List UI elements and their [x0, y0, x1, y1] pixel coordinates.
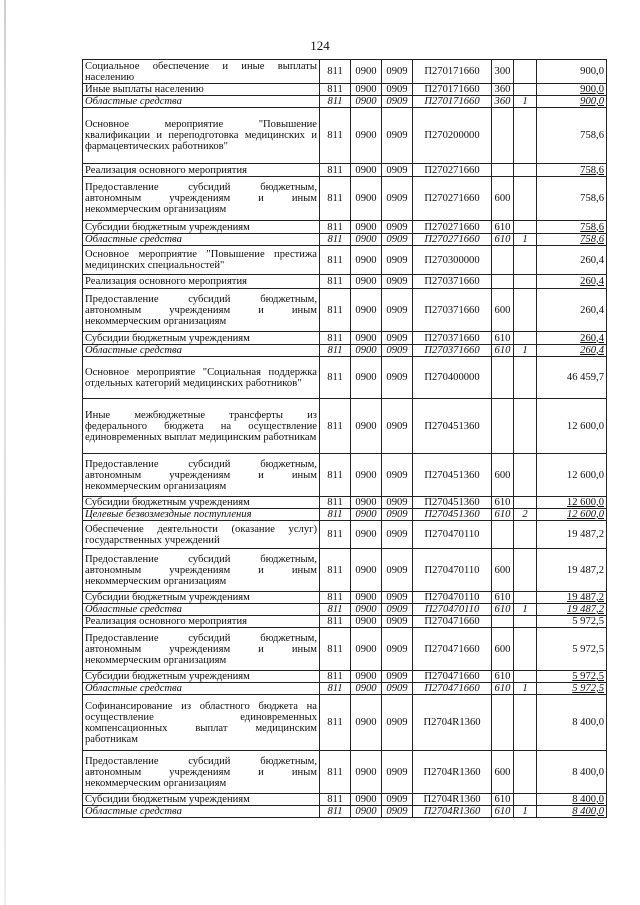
- row-section-cell: 0900: [351, 695, 382, 751]
- row-target-article-cell: П270471660: [413, 671, 492, 683]
- row-sum-cell: 12 600,0: [537, 399, 607, 454]
- row-name-cell: Реализация основного мероприятия: [83, 275, 320, 289]
- row-sum-cell: 5 972,5: [537, 616, 607, 628]
- row-subsection-cell: 0909: [382, 751, 413, 794]
- row-section-cell: 0900: [351, 164, 382, 177]
- table-row: [83, 164, 607, 177]
- row-subsection-cell: 0909: [382, 695, 413, 751]
- row-section-cell: 0900: [351, 683, 382, 695]
- row-sum-cell: 5 972,5: [537, 671, 607, 683]
- row-sum-cell: 5 972,5: [537, 683, 607, 695]
- row-section-cell: 0900: [351, 108, 382, 164]
- row-subsection-cell: 0909: [382, 289, 413, 332]
- row-name-cell: Софинансирование из областного бюджета на осуществление единовременных компенсационных выплат медицинским работникам: [83, 695, 320, 751]
- row-funding-code-cell: [514, 399, 537, 454]
- row-expense-type-cell: 610: [492, 234, 514, 246]
- table-row: [83, 521, 607, 549]
- row-expense-type-cell: 610: [492, 794, 514, 806]
- row-subsection-cell: 0909: [382, 683, 413, 695]
- row-grbs-cell: 811: [320, 497, 351, 509]
- row-sum-cell: 260,4: [537, 246, 607, 275]
- row-name-cell: Субсидии бюджетным учреждениям: [83, 332, 320, 345]
- row-grbs-cell: 811: [320, 275, 351, 289]
- row-name-cell: Субсидии бюджетным учреждениям: [83, 592, 320, 604]
- row-expense-type-cell: 610: [492, 604, 514, 616]
- row-expense-type-cell: 360: [492, 84, 514, 96]
- row-target-article-cell: П270371660: [413, 332, 492, 345]
- row-funding-code-cell: 1: [514, 234, 537, 246]
- row-subsection-cell: 0909: [382, 345, 413, 357]
- row-name-cell: Предоставление субсидий бюджетным, автономным учреждениям и иным некоммерческим организациям: [83, 549, 320, 592]
- row-grbs-cell: 811: [320, 221, 351, 234]
- row-grbs-cell: 811: [320, 332, 351, 345]
- row-funding-code-cell: [514, 221, 537, 234]
- table-row: [83, 275, 607, 289]
- row-expense-type-cell: 300: [492, 60, 514, 84]
- table-row: [83, 616, 607, 628]
- row-funding-code-cell: [514, 616, 537, 628]
- row-sum-cell: 900,0: [537, 60, 607, 84]
- row-target-article-cell: П270371660: [413, 275, 492, 289]
- row-funding-code-cell: [514, 497, 537, 509]
- table-row: [83, 671, 607, 683]
- budget-table: [82, 59, 607, 818]
- row-grbs-cell: 811: [320, 345, 351, 357]
- row-expense-type-cell: 600: [492, 289, 514, 332]
- row-grbs-cell: 811: [320, 616, 351, 628]
- row-expense-type-cell: 600: [492, 454, 514, 497]
- row-sum-cell: 900,0: [537, 96, 607, 108]
- row-expense-type-cell: [492, 357, 514, 399]
- row-subsection-cell: 0909: [382, 234, 413, 246]
- row-name-cell: Областные средства: [83, 345, 320, 357]
- row-grbs-cell: 811: [320, 521, 351, 549]
- row-sum-cell: 758,6: [537, 177, 607, 221]
- row-name-cell: Социальное обеспечение и иные выплаты населению: [83, 60, 320, 84]
- row-funding-code-cell: [514, 164, 537, 177]
- row-grbs-cell: 811: [320, 234, 351, 246]
- row-grbs-cell: 811: [320, 84, 351, 96]
- row-sum-cell: 8 400,0: [537, 806, 607, 818]
- row-sum-cell: 260,4: [537, 275, 607, 289]
- row-expense-type-cell: [492, 275, 514, 289]
- row-funding-code-cell: [514, 357, 537, 399]
- row-expense-type-cell: 610: [492, 221, 514, 234]
- table-row: [83, 549, 607, 592]
- row-subsection-cell: 0909: [382, 628, 413, 671]
- row-expense-type-cell: [492, 108, 514, 164]
- row-funding-code-cell: [514, 289, 537, 332]
- table-row: [83, 289, 607, 332]
- row-expense-type-cell: 600: [492, 751, 514, 794]
- row-name-cell: Иные межбюджетные трансферты из федерального бюджета на осуществление единовременных выплат медицинским работникам: [83, 399, 320, 454]
- table-row: [83, 497, 607, 509]
- row-sum-cell: 8 400,0: [537, 695, 607, 751]
- row-expense-type-cell: 610: [492, 806, 514, 818]
- row-target-article-cell: П270371660: [413, 289, 492, 332]
- row-target-article-cell: П270400000: [413, 357, 492, 399]
- row-name-cell: Предоставление субсидий бюджетным, автономным учреждениям и иным некоммерческим организациям: [83, 751, 320, 794]
- row-name-cell: Предоставление субсидий бюджетным, автономным учреждениям и иным некоммерческим организациям: [83, 628, 320, 671]
- row-sum-cell: 12 600,0: [537, 497, 607, 509]
- table-row: [83, 60, 607, 84]
- table-row: [83, 177, 607, 221]
- row-target-article-cell: П270451360: [413, 497, 492, 509]
- row-section-cell: 0900: [351, 357, 382, 399]
- row-sum-cell: 46 459,7: [537, 357, 607, 399]
- row-target-article-cell: П270470110: [413, 549, 492, 592]
- row-section-cell: 0900: [351, 221, 382, 234]
- table-row: [83, 84, 607, 96]
- row-section-cell: 0900: [351, 177, 382, 221]
- row-target-article-cell: П270451360: [413, 454, 492, 497]
- row-subsection-cell: 0909: [382, 399, 413, 454]
- row-target-article-cell: П270300000: [413, 246, 492, 275]
- row-expense-type-cell: [492, 521, 514, 549]
- row-target-article-cell: П270451360: [413, 509, 492, 521]
- table-row: [83, 695, 607, 751]
- row-grbs-cell: 811: [320, 509, 351, 521]
- row-funding-code-cell: 1: [514, 96, 537, 108]
- row-name-cell: Предоставление субсидий бюджетным, автономным учреждениям и иным некоммерческим организациям: [83, 289, 320, 332]
- row-expense-type-cell: [492, 246, 514, 275]
- row-expense-type-cell: 610: [492, 509, 514, 521]
- row-expense-type-cell: [492, 616, 514, 628]
- row-section-cell: 0900: [351, 628, 382, 671]
- row-name-cell: Основное мероприятие "Повышение престижа медицинских специальностей": [83, 246, 320, 275]
- row-funding-code-cell: 1: [514, 683, 537, 695]
- table-row: [83, 806, 607, 818]
- row-target-article-cell: П270470110: [413, 521, 492, 549]
- row-expense-type-cell: [492, 399, 514, 454]
- row-grbs-cell: 811: [320, 671, 351, 683]
- row-section-cell: 0900: [351, 60, 382, 84]
- row-subsection-cell: 0909: [382, 549, 413, 592]
- row-sum-cell: 260,4: [537, 289, 607, 332]
- budget-table-body: [83, 60, 607, 818]
- row-section-cell: 0900: [351, 345, 382, 357]
- row-target-article-cell: П2704R1360: [413, 751, 492, 794]
- row-name-cell: Областные средства: [83, 806, 320, 818]
- row-funding-code-cell: [514, 275, 537, 289]
- row-expense-type-cell: 360: [492, 96, 514, 108]
- row-expense-type-cell: 610: [492, 671, 514, 683]
- row-section-cell: 0900: [351, 794, 382, 806]
- row-subsection-cell: 0909: [382, 164, 413, 177]
- row-grbs-cell: 811: [320, 628, 351, 671]
- row-funding-code-cell: [514, 60, 537, 84]
- row-section-cell: 0900: [351, 399, 382, 454]
- table-row: [83, 221, 607, 234]
- row-grbs-cell: 811: [320, 683, 351, 695]
- row-name-cell: Субсидии бюджетным учреждениям: [83, 671, 320, 683]
- table-row: [83, 108, 607, 164]
- row-section-cell: 0900: [351, 96, 382, 108]
- row-expense-type-cell: [492, 695, 514, 751]
- row-target-article-cell: П270470110: [413, 604, 492, 616]
- table-row: [83, 234, 607, 246]
- row-section-cell: 0900: [351, 289, 382, 332]
- row-funding-code-cell: 1: [514, 604, 537, 616]
- row-funding-code-cell: [514, 108, 537, 164]
- row-name-cell: Реализация основного мероприятия: [83, 616, 320, 628]
- row-sum-cell: 12 600,0: [537, 454, 607, 497]
- row-grbs-cell: 811: [320, 592, 351, 604]
- row-sum-cell: 758,6: [537, 221, 607, 234]
- row-subsection-cell: 0909: [382, 275, 413, 289]
- row-name-cell: Субсидии бюджетным учреждениям: [83, 497, 320, 509]
- row-section-cell: 0900: [351, 234, 382, 246]
- row-expense-type-cell: 610: [492, 332, 514, 345]
- row-target-article-cell: П2704R1360: [413, 794, 492, 806]
- row-name-cell: Предоставление субсидий бюджетным, автономным учреждениям и иным некоммерческим организациям: [83, 177, 320, 221]
- row-funding-code-cell: [514, 751, 537, 794]
- row-section-cell: 0900: [351, 806, 382, 818]
- row-funding-code-cell: [514, 549, 537, 592]
- table-row: [83, 683, 607, 695]
- row-target-article-cell: П270451360: [413, 399, 492, 454]
- row-funding-code-cell: [514, 671, 537, 683]
- row-expense-type-cell: 610: [492, 592, 514, 604]
- row-sum-cell: 758,6: [537, 234, 607, 246]
- row-grbs-cell: 811: [320, 549, 351, 592]
- row-funding-code-cell: [514, 332, 537, 345]
- row-grbs-cell: 811: [320, 246, 351, 275]
- row-subsection-cell: 0909: [382, 108, 413, 164]
- row-section-cell: 0900: [351, 509, 382, 521]
- table-row: [83, 399, 607, 454]
- row-subsection-cell: 0909: [382, 604, 413, 616]
- row-name-cell: Субсидии бюджетным учреждениям: [83, 221, 320, 234]
- table-row: [83, 357, 607, 399]
- row-target-article-cell: П270471660: [413, 628, 492, 671]
- row-section-cell: 0900: [351, 549, 382, 592]
- row-section-cell: 0900: [351, 454, 382, 497]
- row-sum-cell: 260,4: [537, 345, 607, 357]
- row-target-article-cell: П270171660: [413, 84, 492, 96]
- row-subsection-cell: 0909: [382, 60, 413, 84]
- row-grbs-cell: 811: [320, 108, 351, 164]
- row-sum-cell: 260,4: [537, 332, 607, 345]
- table-row: [83, 604, 607, 616]
- row-section-cell: 0900: [351, 332, 382, 345]
- row-sum-cell: 8 400,0: [537, 794, 607, 806]
- row-subsection-cell: 0909: [382, 221, 413, 234]
- row-sum-cell: 12 600,0: [537, 509, 607, 521]
- row-grbs-cell: 811: [320, 177, 351, 221]
- row-name-cell: Основное мероприятие "Социальная поддержка отдельных категорий медицинских работников": [83, 357, 320, 399]
- row-subsection-cell: 0909: [382, 332, 413, 345]
- table-row: [83, 628, 607, 671]
- row-name-cell: Областные средства: [83, 604, 320, 616]
- row-target-article-cell: П270171660: [413, 96, 492, 108]
- row-subsection-cell: 0909: [382, 246, 413, 275]
- row-sum-cell: 758,6: [537, 108, 607, 164]
- row-funding-code-cell: [514, 794, 537, 806]
- row-target-article-cell: П270371660: [413, 345, 492, 357]
- row-grbs-cell: 811: [320, 60, 351, 84]
- row-target-article-cell: П270271660: [413, 221, 492, 234]
- row-subsection-cell: 0909: [382, 177, 413, 221]
- row-target-article-cell: П2704R1360: [413, 806, 492, 818]
- table-row: [83, 96, 607, 108]
- row-subsection-cell: 0909: [382, 521, 413, 549]
- row-target-article-cell: П2704R1360: [413, 695, 492, 751]
- row-sum-cell: 19 487,2: [537, 521, 607, 549]
- row-section-cell: 0900: [351, 616, 382, 628]
- row-subsection-cell: 0909: [382, 616, 413, 628]
- row-name-cell: Иные выплаты населению: [83, 84, 320, 96]
- row-section-cell: 0900: [351, 497, 382, 509]
- row-name-cell: Областные средства: [83, 96, 320, 108]
- row-target-article-cell: П270271660: [413, 234, 492, 246]
- row-expense-type-cell: 610: [492, 683, 514, 695]
- row-sum-cell: 5 972,5: [537, 628, 607, 671]
- row-grbs-cell: 811: [320, 794, 351, 806]
- row-subsection-cell: 0909: [382, 794, 413, 806]
- row-sum-cell: 8 400,0: [537, 751, 607, 794]
- row-name-cell: Реализация основного мероприятия: [83, 164, 320, 177]
- row-grbs-cell: 811: [320, 806, 351, 818]
- row-target-article-cell: П270470110: [413, 592, 492, 604]
- row-target-article-cell: П270200000: [413, 108, 492, 164]
- row-sum-cell: 19 487,2: [537, 549, 607, 592]
- row-funding-code-cell: [514, 521, 537, 549]
- row-grbs-cell: 811: [320, 289, 351, 332]
- row-expense-type-cell: 600: [492, 549, 514, 592]
- row-grbs-cell: 811: [320, 751, 351, 794]
- row-funding-code-cell: 1: [514, 806, 537, 818]
- row-sum-cell: 900,0: [537, 84, 607, 96]
- table-row: [83, 332, 607, 345]
- row-name-cell: Предоставление субсидий бюджетным, автономным учреждениям и иным некоммерческим организациям: [83, 454, 320, 497]
- table-row: [83, 454, 607, 497]
- row-grbs-cell: 811: [320, 454, 351, 497]
- row-subsection-cell: 0909: [382, 592, 413, 604]
- row-grbs-cell: 811: [320, 96, 351, 108]
- row-target-article-cell: П270471660: [413, 616, 492, 628]
- row-target-article-cell: П270271660: [413, 164, 492, 177]
- row-funding-code-cell: [514, 84, 537, 96]
- row-target-article-cell: П270471660: [413, 683, 492, 695]
- table-row: [83, 592, 607, 604]
- row-section-cell: 0900: [351, 751, 382, 794]
- row-funding-code-cell: [514, 454, 537, 497]
- row-subsection-cell: 0909: [382, 806, 413, 818]
- row-target-article-cell: П270271660: [413, 177, 492, 221]
- row-funding-code-cell: [514, 628, 537, 671]
- row-expense-type-cell: 610: [492, 345, 514, 357]
- row-name-cell: Субсидии бюджетным учреждениям: [83, 794, 320, 806]
- row-grbs-cell: 811: [320, 164, 351, 177]
- row-funding-code-cell: [514, 177, 537, 221]
- row-section-cell: 0900: [351, 521, 382, 549]
- table-row: [83, 345, 607, 357]
- row-section-cell: 0900: [351, 275, 382, 289]
- row-section-cell: 0900: [351, 604, 382, 616]
- row-section-cell: 0900: [351, 671, 382, 683]
- scan-edge-mark: [4, 0, 6, 905]
- row-subsection-cell: 0909: [382, 454, 413, 497]
- row-sum-cell: 19 487,2: [537, 592, 607, 604]
- row-subsection-cell: 0909: [382, 671, 413, 683]
- row-funding-code-cell: [514, 592, 537, 604]
- row-funding-code-cell: 2: [514, 509, 537, 521]
- table-row: [83, 246, 607, 275]
- row-grbs-cell: 811: [320, 357, 351, 399]
- row-expense-type-cell: [492, 164, 514, 177]
- row-subsection-cell: 0909: [382, 84, 413, 96]
- row-grbs-cell: 811: [320, 604, 351, 616]
- row-funding-code-cell: 1: [514, 345, 537, 357]
- row-grbs-cell: 811: [320, 399, 351, 454]
- row-name-cell: Основное мероприятие "Повышение квалификации и переподготовка медицинских и фармацевтических работников": [83, 108, 320, 164]
- row-name-cell: Областные средства: [83, 234, 320, 246]
- row-section-cell: 0900: [351, 246, 382, 275]
- row-name-cell: Целевые безвозмездные поступления: [83, 509, 320, 521]
- row-sum-cell: 758,6: [537, 164, 607, 177]
- row-subsection-cell: 0909: [382, 497, 413, 509]
- table-row: [83, 509, 607, 521]
- row-expense-type-cell: 610: [492, 497, 514, 509]
- row-grbs-cell: 811: [320, 695, 351, 751]
- table-row: [83, 794, 607, 806]
- row-funding-code-cell: [514, 246, 537, 275]
- row-subsection-cell: 0909: [382, 357, 413, 399]
- row-name-cell: Областные средства: [83, 683, 320, 695]
- table-row: [83, 751, 607, 794]
- row-subsection-cell: 0909: [382, 509, 413, 521]
- page-number: 124: [310, 38, 330, 53]
- row-expense-type-cell: 600: [492, 177, 514, 221]
- row-expense-type-cell: 600: [492, 628, 514, 671]
- row-target-article-cell: П270171660: [413, 60, 492, 84]
- row-subsection-cell: 0909: [382, 96, 413, 108]
- row-section-cell: 0900: [351, 592, 382, 604]
- row-funding-code-cell: [514, 695, 537, 751]
- row-sum-cell: 19 487,2: [537, 604, 607, 616]
- row-name-cell: Обеспечение деятельности (оказание услуг) государственных учреждений: [83, 521, 320, 549]
- row-section-cell: 0900: [351, 84, 382, 96]
